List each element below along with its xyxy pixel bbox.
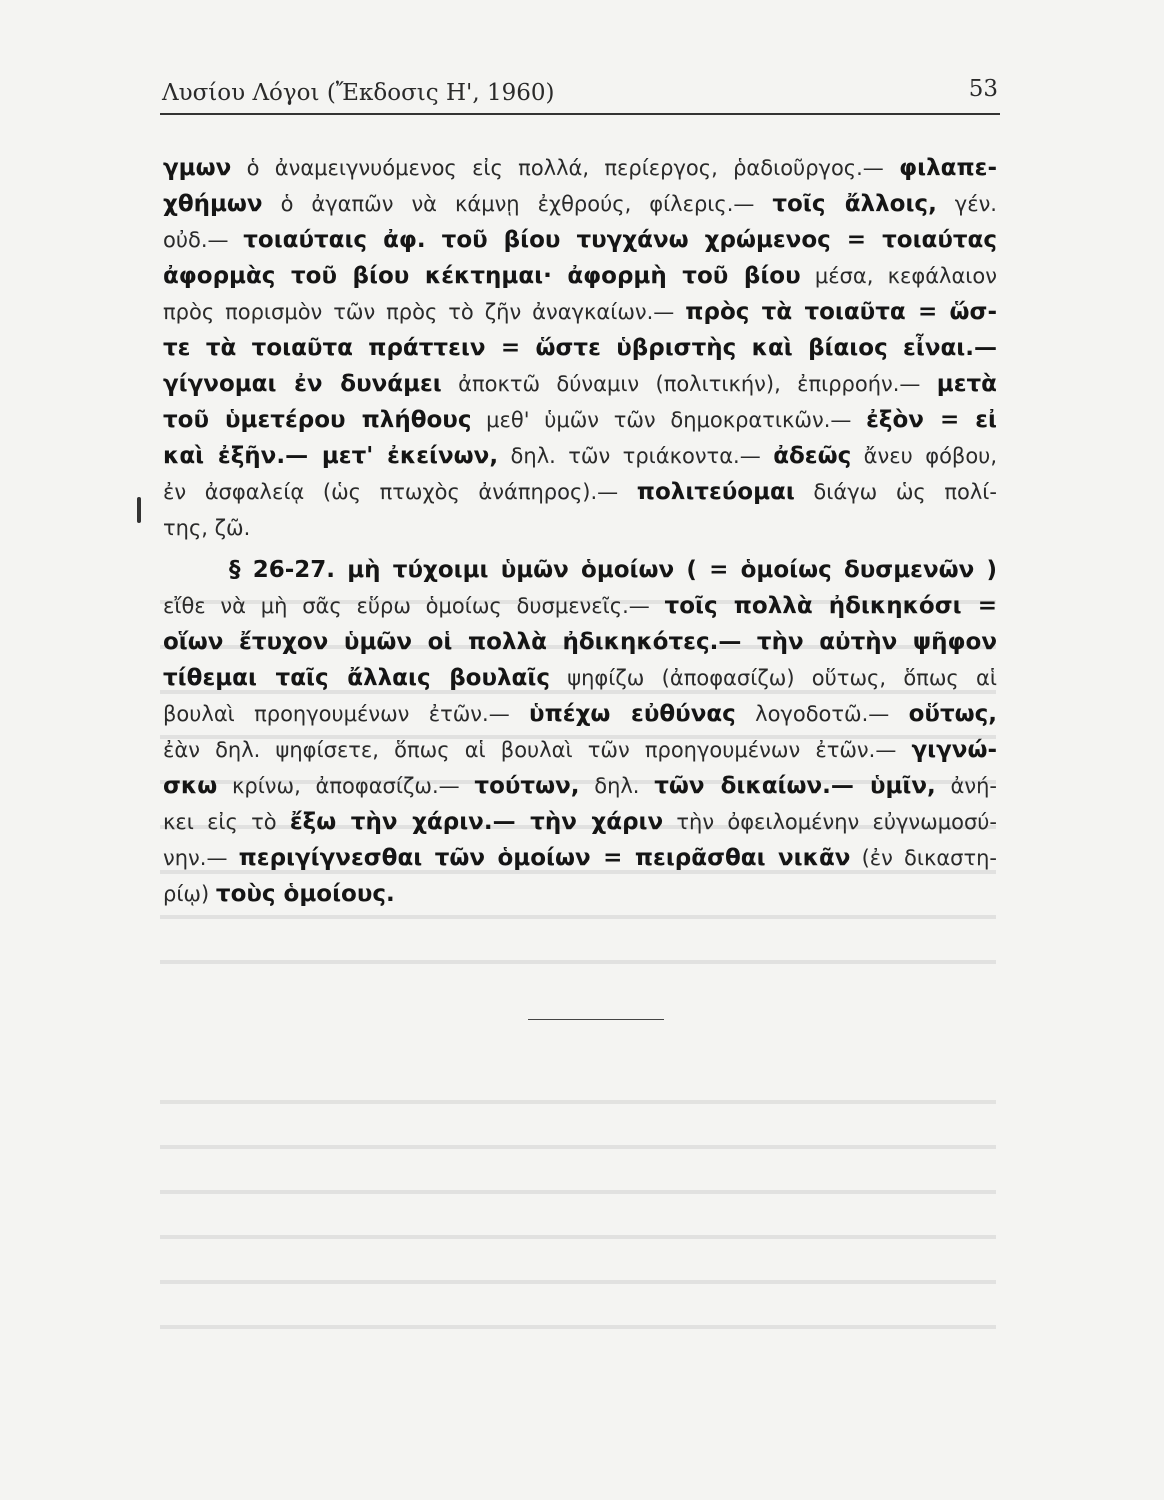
gloss: γέν. bbox=[936, 192, 997, 216]
lemma: ἔξω τὴν χάριν.— τὴν χάριν bbox=[289, 809, 664, 835]
text-line bbox=[163, 588, 997, 624]
section-end-rule bbox=[528, 1019, 664, 1020]
gloss: οὐδ.— bbox=[163, 228, 244, 252]
text-line bbox=[163, 876, 997, 912]
lemma: ἀδεῶς bbox=[773, 443, 852, 469]
gloss: νην.— bbox=[163, 846, 239, 870]
text-line bbox=[163, 258, 997, 294]
lemma: καὶ ἐξῆν.— μετ' ἐκείνων, bbox=[163, 443, 499, 469]
gloss: ψηφίζω (ἀποφασίζω) οὕτως, ὅπως αἱ bbox=[549, 666, 997, 690]
gloss: ὁ ἀναμειγνυόμενος εἰς πολλά, περίεργος, ῥαδιοῦργος.— bbox=[231, 156, 900, 180]
gloss: ἐν ἀσφαλείᾳ (ὡς πτωχὸς ἀνάπηρος).— bbox=[163, 480, 637, 504]
lemma: οἵων ἔτυχον ὑμῶν οἱ πολλὰ ἠδικηκότες.— τὴν αὐτὴν ψῆφον bbox=[163, 629, 997, 655]
lemma: τοὺς ὁμοίους. bbox=[215, 881, 395, 907]
lemma: μετὰ bbox=[936, 371, 997, 397]
lemma: περιγίγνεσθαι τῶν ὁμοίων = πειρᾶσθαι νικᾶν bbox=[238, 845, 851, 871]
gloss: πρὸς πορισμὸν τῶν πρὸς τὸ ζῆν ἀναγκαίων.— bbox=[163, 300, 686, 324]
lemma: τῶν δικαίων.— ὑμῖν, bbox=[654, 773, 936, 799]
gloss: εἴθε νὰ μὴ σᾶς εὕρω ὁμοίως δυσμενεῖς.— bbox=[163, 594, 665, 618]
header-rule bbox=[160, 113, 1000, 115]
lemma: πολιτεύομαι bbox=[636, 479, 795, 505]
lemma: πρὸς τὰ τοιαῦτα = ὥσ- bbox=[685, 299, 997, 325]
gloss: δηλ. τῶν τριάκοντα.— bbox=[498, 444, 774, 468]
lemma: χθήμων bbox=[163, 191, 263, 217]
lemma: ἀφορμὰς τοῦ βίου κέκτημαι· ἀφορμὴ τοῦ βίου bbox=[163, 263, 801, 289]
lemma: τοῦ ὑμετέρου πλήθους bbox=[163, 407, 472, 433]
gloss: μέσα, κεφάλαιον bbox=[800, 264, 997, 288]
gloss: βουλαὶ προηγουμένων ἐτῶν.— bbox=[163, 702, 530, 726]
text-line bbox=[163, 438, 997, 474]
text-line bbox=[163, 330, 997, 366]
gloss: ἀνή- bbox=[935, 774, 997, 798]
lemma: γίγνομαι ἐν δυνάμει bbox=[163, 371, 442, 397]
lemma: ὑπέχω εὐθύνας bbox=[529, 701, 736, 727]
gloss: κρίνω, ἀποφασίζω.— bbox=[217, 774, 475, 798]
gloss: διάγω ὡς πολί- bbox=[794, 480, 997, 504]
text-line bbox=[163, 660, 997, 696]
gloss: δηλ. bbox=[579, 774, 655, 798]
text-line bbox=[163, 150, 997, 186]
gloss: ἄνευ φόβου, bbox=[851, 444, 997, 468]
lemma: σκω bbox=[163, 773, 218, 799]
gloss: της, ζῶ. bbox=[163, 516, 251, 540]
lemma: τούτων, bbox=[474, 773, 580, 799]
text-line bbox=[163, 552, 997, 588]
text-line bbox=[163, 222, 997, 258]
text-line bbox=[163, 402, 997, 438]
lemma: οὕτως, bbox=[908, 701, 997, 727]
gloss: ὁ ἀγαπῶν νὰ κάμνῃ ἐχθρούς, φίλερις.— bbox=[262, 192, 773, 216]
gloss: ἐὰν δηλ. ψηφίσετε, ὅπως αἱ βουλαὶ τῶν προηγουμένων ἐτῶν.— bbox=[163, 738, 912, 762]
text-line bbox=[163, 768, 997, 804]
text-line bbox=[163, 804, 997, 840]
text-line bbox=[163, 840, 997, 876]
text-line bbox=[163, 294, 997, 330]
gloss: μεθ' ὑμῶν τῶν δημοκρατικῶν.— bbox=[471, 408, 867, 432]
commentary-text bbox=[163, 150, 997, 912]
text-line bbox=[163, 474, 997, 510]
text-line bbox=[163, 732, 997, 768]
text-line bbox=[163, 186, 997, 222]
lemma: γιγνώ- bbox=[911, 737, 997, 763]
page-number: 53 bbox=[968, 76, 998, 102]
lemma: τοῖς πολλὰ ἠδικηκόσι = bbox=[664, 593, 997, 619]
lemma: § 26-27. μὴ τύχοιμι ὑμῶν ὁμοίων ( = ὁμοίως δυσμενῶν ) bbox=[229, 557, 997, 583]
gloss: ἀποκτῶ δύναμιν (πολιτικήν), ἐπιρροήν.— bbox=[441, 372, 937, 396]
gloss: λογοδοτῶ.— bbox=[735, 702, 909, 726]
gloss: τὴν ὀφειλομένην εὐγνωμοσύ- bbox=[663, 810, 997, 834]
book-title: Λυσίου Λόγοι (Ἔκδοσις Η', 1960) bbox=[162, 80, 555, 106]
lemma: τε τὰ τοιαῦτα πράττειν = ὥστε ὑβριστὴς καὶ βίαιος εἶναι.— bbox=[163, 335, 997, 361]
lemma: ἐξὸν = εἰ bbox=[866, 407, 997, 433]
margin-mark bbox=[137, 497, 141, 523]
text-line bbox=[163, 696, 997, 732]
lemma: τοιαύταις ἀφ. τοῦ βίου τυγχάνω χρώμενος = τοιαύτας bbox=[243, 227, 997, 253]
text-line bbox=[163, 624, 997, 660]
lemma: φιλαπε- bbox=[899, 155, 997, 181]
gloss: κει εἰς τὸ bbox=[163, 810, 290, 834]
gloss: (ἐν δικαστη- bbox=[850, 846, 997, 870]
lemma: τοῖς ἄλλοις, bbox=[772, 191, 937, 217]
lemma: τίθεμαι ταῖς ἄλλαις βουλαῖς bbox=[163, 665, 550, 691]
gloss: ρίῳ) bbox=[163, 882, 216, 906]
text-line bbox=[163, 510, 997, 546]
text-line bbox=[163, 366, 997, 402]
lemma: γμων bbox=[163, 155, 232, 181]
